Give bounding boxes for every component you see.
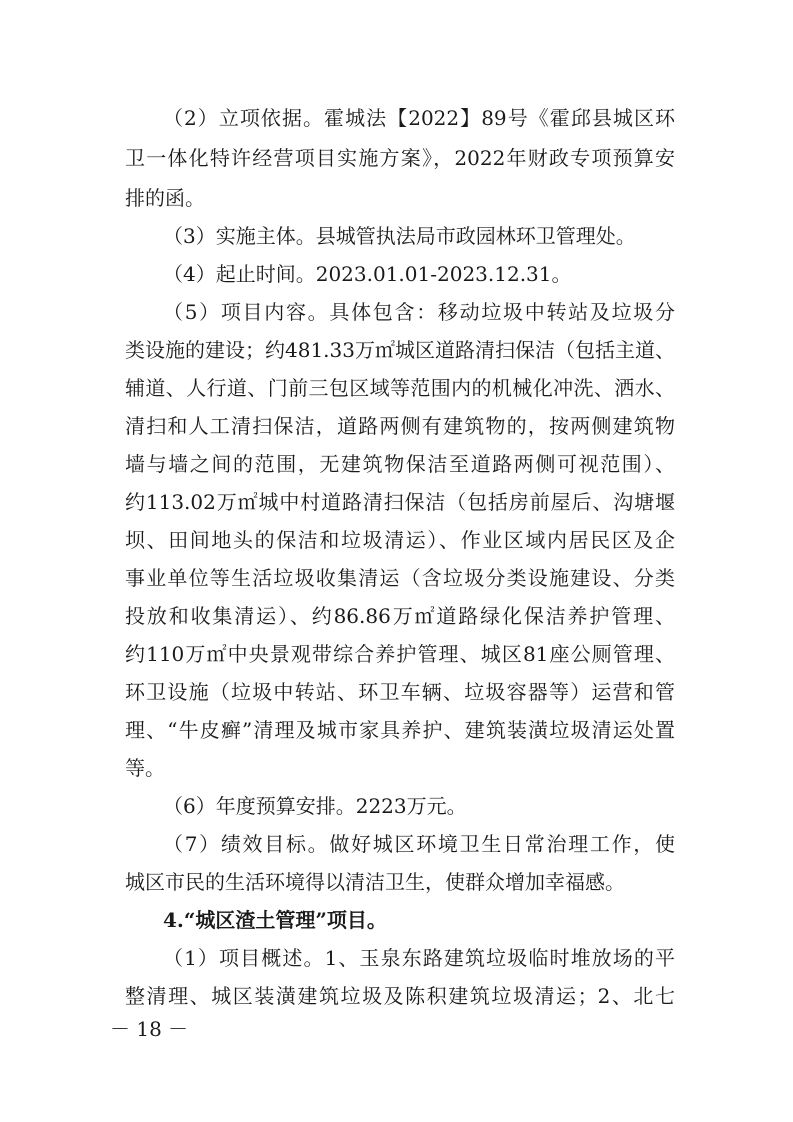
text-line	[0, 596, 793, 636]
paragraph-line: 事业单位等生活垃圾收集清运（含垃圾分类设施建设、分类	[125, 566, 675, 590]
paragraph-line: 墙与墙之间的范围，无建筑物保洁至道路两侧可视范围）、	[125, 452, 675, 476]
text-line	[0, 406, 793, 446]
paragraph-line: 辅道、人行道、门前三包区域等范围内的机械化冲洗、洒水、	[125, 376, 675, 400]
text-line	[0, 938, 793, 978]
text-line	[0, 368, 793, 408]
text-line	[0, 330, 793, 370]
paragraph-line: 类设施的建设；约481.33万㎡城区道路清扫保洁（包括主道、	[125, 338, 675, 362]
paragraph-line: 城区市民的生活环境得以清洁卫生，使群众增加幸福感。	[125, 870, 625, 894]
paragraph-line: 卫一体化特许经营项目实施方案》，2022年财政专项预算安	[125, 146, 675, 170]
page-number: － 18 －	[110, 1017, 189, 1041]
text-line	[0, 482, 793, 522]
paragraph-line: 排的函。	[125, 186, 205, 210]
text-line	[0, 710, 793, 750]
paragraph-line: （3）实施主体。县城管执法局市政园林环卫管理处。	[163, 224, 636, 248]
paragraph-line: 投放和收集清运）、约86.86万㎡道路绿化保洁养护管理、	[125, 604, 675, 628]
text-line	[0, 98, 793, 138]
text-line	[0, 900, 793, 940]
paragraph-line: 坝、田间地头的保洁和垃圾清运）、作业区域内居民区及企	[125, 528, 675, 552]
text-line	[0, 216, 793, 256]
paragraph-line: （2）立项依据。霍城法【2022】89号《霍邱县城区环	[163, 106, 675, 130]
section-heading: 4.“城区渣土管理”项目。	[163, 908, 387, 932]
paragraph-line: 等。	[125, 756, 165, 780]
paragraph-line: （4）起止时间。2023.01.01-2023.12.31。	[163, 262, 572, 286]
paragraph-line: 清扫和人工清扫保洁，道路两侧有建筑物的，按两侧建筑物	[125, 414, 675, 438]
paragraph-line: 理、“牛皮癣”清理及城市家具养护、建筑装潢垃圾清运处置	[125, 718, 675, 742]
text-line	[0, 254, 793, 294]
text-line	[0, 444, 793, 484]
text-line	[0, 786, 793, 826]
text-line	[0, 520, 793, 560]
text-line	[0, 558, 793, 598]
text-line	[0, 138, 793, 178]
text-line	[0, 292, 793, 332]
paragraph-line: （1）项目概述。1、玉泉东路建筑垃圾临时堆放场的平	[163, 946, 675, 970]
text-line	[0, 976, 793, 1016]
paragraph-line: 环卫设施（垃圾中转站、环卫车辆、垃圾容器等）运营和管	[125, 680, 675, 704]
text-line	[0, 672, 793, 712]
paragraph-line: （5）项目内容。具体包含：移动垃圾中转站及垃圾分	[163, 300, 675, 324]
paragraph-line: 约113.02万㎡城中村道路清扫保洁（包括房前屋后、沟塘堰	[125, 490, 675, 514]
text-line	[0, 824, 793, 864]
paragraph-line: （7）绩效目标。做好城区环境卫生日常治理工作，使	[163, 832, 675, 856]
text-line	[0, 862, 793, 902]
paragraph-line: 整清理、城区装潢建筑垃圾及陈积建筑垃圾清运；2、北七	[125, 984, 675, 1008]
text-line	[0, 748, 793, 788]
text-line	[0, 178, 793, 218]
text-line	[0, 634, 793, 674]
paragraph-line: （6）年度预算安排。2223万元。	[163, 794, 467, 818]
paragraph-line: 约110万㎡中央景观带综合养护管理、城区81座公厕管理、	[125, 642, 675, 666]
